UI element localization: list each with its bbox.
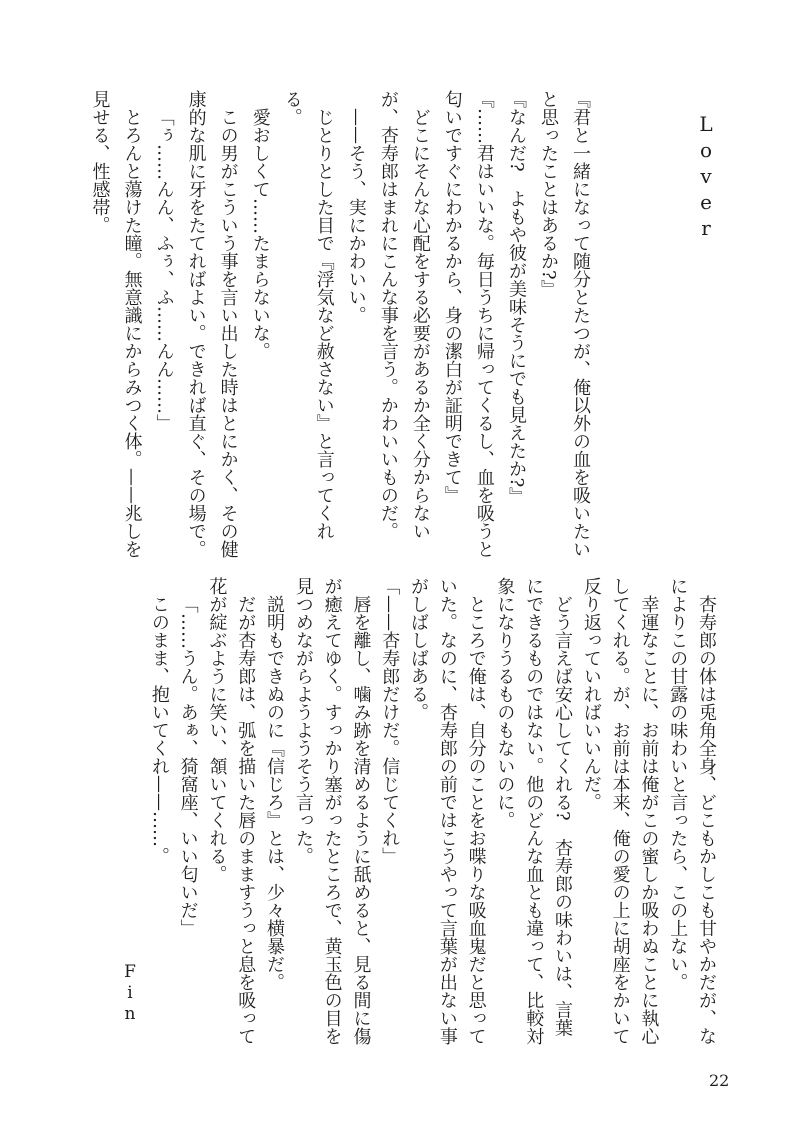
paragraph: 『……君はいいな。毎日うちに帰ってくるし、血を吸うと匂いですぐにわかるから、身の潔白が証明できて』 [441, 90, 495, 558]
paragraph: 「……うん。あぁ、猗窩座、いい匂いだ」 [177, 595, 199, 937]
paragraph: このまま、抱いてくれ——……。 [148, 595, 170, 865]
paragraph: だが杏寿郎は、弧を描いた唇のまますうっと息を吸って花が綻ぶように笑い、頷いてくれる。 [206, 577, 257, 1045]
paragraph: ——そう、実にかわいい。 [345, 108, 367, 324]
paragraph: とろんと蕩けた瞳。無意識にからみつく体。——兆しを見せる、性感帯。 [89, 90, 143, 558]
paragraph: 唇を離し、噛み跡を清めるように舐めると、見る間に傷が癒えてゆく。すっかり塞がったところで、黄玉色の目を見つめながらようようそう言った。 [292, 577, 372, 1045]
paragraph: 説明もできぬのに『信じろ』とは、少々横暴だ。 [264, 595, 286, 991]
page-title: Lover [694, 112, 718, 242]
story-text-bottom-block [144, 577, 720, 1047]
paragraph: どこにそんな心配をする必要があるか全く分からないが、杏寿郎はまれにこんな事を言う。かわいいものだ。 [377, 90, 431, 540]
story-text-top-block [84, 90, 597, 560]
paragraph: 『なんだ? よもや彼が美味そうにでも見えたか?』 [505, 90, 527, 506]
fin-label: Fin [120, 962, 140, 1025]
paragraph: 杏寿郎の体は兎角全身、どこもかしこも甘やかだが、なによりこの甘露の味わいと言ったら、この上ない。 [667, 577, 717, 1045]
paragraph: どう言えば安心してくれる? 杏寿郎の味わいは、言葉にできるものではない。他のどんな血とも違って、比較対象になりうるものもないのに。 [494, 577, 574, 1045]
page-number: 22 [709, 1071, 730, 1090]
paragraph: ところで俺は、自分のことをお喋りな吸血鬼だと思っていた。なのに、杏寿郎の前ではこうやって言葉が出ない事がしばしばある。 [408, 577, 487, 1045]
paragraph: 『君と一緒になって随分とたつが、俺以外の血を吸いたいと思ったことはあるか?』 [537, 90, 591, 558]
paragraph: じとりとした目で『浮気など赦さない』と言ってくれる。 [281, 90, 335, 540]
paragraph: 「ぅ……んん、ふぅ、ふ……んん……」 [153, 108, 175, 432]
paragraph: この男がこういう事を言い出した時はとにかく、その健康的な肌に牙をたてればよい。できれば直ぐ、その場で。 [185, 90, 239, 558]
paragraph: 幸運なことに、お前は俺がこの蜜しか吸わぬことに執心してくれる。が、お前は本来、俺の愛の上に胡座をかいて反り返っていればいいんだ。 [580, 577, 660, 1045]
paragraph: 愛おしくて……たまらないな。 [249, 108, 271, 360]
paragraph: 「——杏寿郎だけだ。信じてくれ」 [379, 577, 401, 865]
